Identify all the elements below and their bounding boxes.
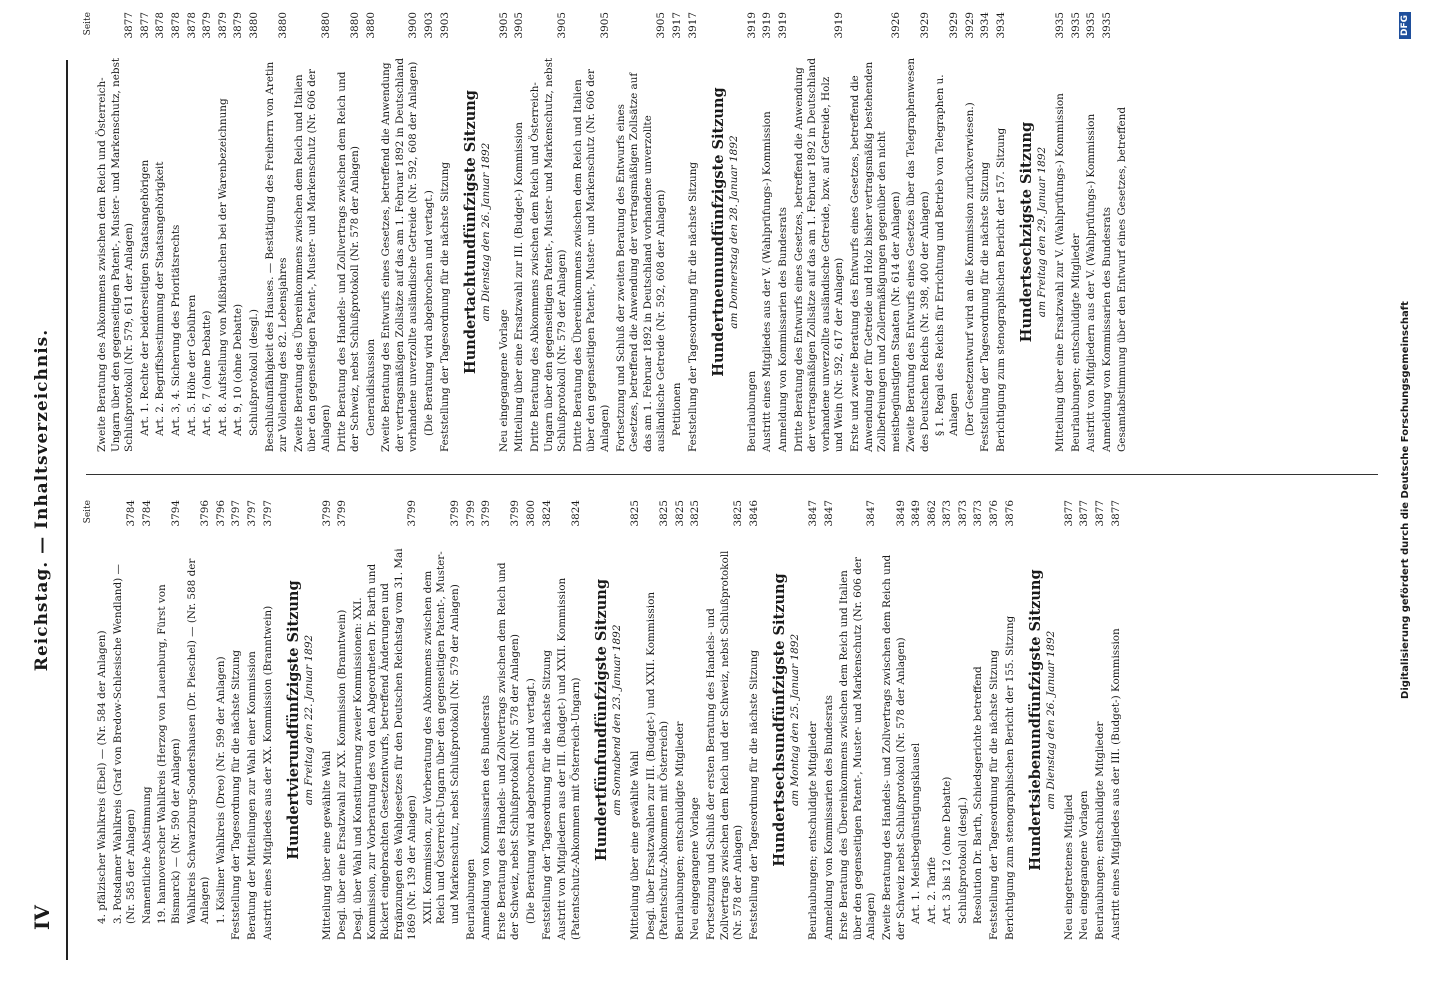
entry-page: 3934 [979,12,992,39]
sitting-heading [710,12,742,452]
entry-text: Art. 1. Rechte der beiderseitigen Staatsangehörigen [138,159,151,436]
entry-text: Feststellung der Tagesordnung für die nächste Sitzung [540,649,553,940]
entry-text: Petitionen [670,382,683,436]
entry-page: 3919 [745,12,758,39]
toc-entry [674,500,688,940]
entry-page: 3799 [480,500,493,527]
toc-entry [112,500,139,940]
entry-text: Art. 2. Tarife [925,856,938,924]
toc-entry [838,500,879,940]
toc-entry [293,12,334,452]
toc-entry [352,500,420,940]
toc-entry [215,500,229,940]
entry-text: Zweite Beratung des Entwurfs eines Gesetzes über das Telegraphenwesen des Deutschen Reichs (Nr. 398, 400 der Anlagen) [905,57,931,452]
entry-text: Austritt eines Mitgliedes aus der III. (Budget-) Kommission [1109,628,1122,940]
entry-text: Zweite Beratung des Handels- und Zollvertrags zwischen dem Reich und der Schweiz nebst Schlußprotokoll (Nr. 578 der Anlagen) [880,554,907,940]
toc-entry [230,500,244,940]
entry-page: 3877 [1109,500,1122,527]
toc-entry [556,500,583,940]
entry-text: Art. 3 bis 12 (ohne Debatte) [941,776,954,924]
entry-page: 3796 [199,500,212,527]
sitting-date: am Freitag den 22. Januar 1892 [303,634,316,806]
entry-page: 3799 [320,500,333,527]
entry-text: Desgl. über Ersatzwahlen zur III. (Budget-) und XXII. Kommission (Patentschutz-Abkommen mit Österreich) [644,591,671,940]
left-entries [96,500,1123,940]
entry-text: Beurlaubungen; entschuldigte Mitglieder [673,721,686,940]
entry-page: 3919 [761,12,774,39]
digitization-credit: Digitalisierung gefördert durch die Deutsche Forschungsgemeinschaft [1400,301,1411,699]
entry-page: 3825 [673,500,686,527]
right-entries [96,12,1130,452]
entry-text: Art. 5. Höhe der Gebühren [185,294,198,436]
toc-entry [881,500,908,940]
entry-page: 3919 [833,12,846,39]
sitting-date: am Montag den 25. Januar 1892 [789,633,802,807]
toc-entry [513,12,527,452]
entry-text: 19. hannoverscher Wahlkreis (Herzog von Lauenburg, Fürst von Bismarck) — (Nr. 590 der Anlagen) [156,584,182,924]
entry-page: 3825 [629,500,641,527]
entry-page: 3905 [497,12,510,39]
entry-page: 3824 [540,500,553,527]
sitting-title: Hundertsechzigste Sitzung [1018,121,1036,343]
header-rule [66,60,68,960]
entry-page: 3825 [658,500,671,527]
entry-text: Anmeldung von Kommissarien des Bundesrats [480,695,493,940]
seite-label: Seite [83,12,93,36]
toc-entry [422,500,463,940]
toc-entry [96,500,110,940]
entry-text: Zweite Beratung des Abkommens zwischen dem Reich und Österreich-Ungarn über den gegenseitigen Patent-, Muster- und Markenschutz, nebst Schlußprotokoll (Nr. 579, 611 der Anlagen) [96,57,136,452]
entry-text: Fortsetzung und Schluß der zweiten Beratung des Entwurfs eines Gesetzes, betreffend die Anwendung der vertragsmäßigen Zollsätze auf das am 1. Februar 1892 in Deutschland vorhandene unverzollte ausländische Getreide (Nr. 592, 608 der Anlagen) [614,72,668,452]
toc-entry [793,12,847,452]
entry-text: § 1. Regal des Reichs für Errichtung und Betrieb von Telegraphen u. Anlagen [934,74,961,436]
toc-entry [1054,12,1068,452]
toc-entry [96,12,137,452]
entry-text: Berichtigung zum stenographischen Bericht der 157. Sitzung [994,127,1007,452]
sitting-heading [593,500,625,940]
toc-entry [645,500,672,940]
toc-entry [761,12,775,452]
entry-page: 3917 [670,12,683,39]
entry-page: 3877 [1062,500,1075,527]
entry-text: Wahlkreis Schwarzburg-Sondershausen (Dr. Pieschel) — (Nr. 588 der Anlagen) [185,558,212,924]
entry-text: Art. 2. Begriffsbestimmung der Staatsangehörigkeit [154,161,167,436]
toc-entry [336,500,350,940]
entry-text: Neu eingegangene Vorlage [497,309,510,452]
entry-text: Mitteilung über eine Ersatzwahl zur V. (Wahlprüfungs-) Kommission [1054,93,1067,452]
toc-entry [262,500,276,940]
entry-page: 3797 [261,500,274,527]
running-head: Reichstag. — Inhaltsverzeichnis. [32,328,52,672]
toc-entry [979,12,993,452]
toc-entry [529,12,570,452]
toc-entry [964,12,978,452]
entry-text: Beurlaubungen [745,370,758,452]
entry-page: 3847 [822,500,835,527]
toc-entry [957,500,971,940]
sitting-title: Hundertvierundfünfzigste Sitzung [285,580,303,860]
toc-entry [380,12,421,452]
entry-page: 3880 [319,12,332,39]
entry-text: Gesamtabstimmung über den Entwurf eines Gesetzes, betreffend [1116,106,1129,452]
toc-entry [232,12,246,452]
entry-page: 3879 [232,12,245,39]
entry-text: Austritt eines Mitgliedes aus der V. (Wahlprüfungs-) Kommission [761,111,774,452]
entry-page: 3784 [125,500,138,527]
toc-entry [1070,12,1084,452]
toc-entry [480,500,494,940]
entry-page: 3878 [154,12,167,39]
entry-text: 3. Potsdamer Wahlkreis (Graf von Bredow-Schlesische Wendland) — (Nr. 585 der Anlagen) [111,564,138,924]
entry-page: 3797 [245,500,258,527]
sitting-heading [1018,12,1050,452]
toc-entry [941,500,955,940]
entry-page: 3796 [214,500,227,527]
entry-page: 3799 [336,500,349,527]
toc-entry [705,500,746,940]
entry-text: Beurlaubungen; entschuldigte Mitglieder [1069,233,1082,452]
entry-page: 3917 [686,12,699,39]
toc-entry [141,500,155,940]
entry-page: 3903 [438,12,451,39]
entry-page: 3849 [894,500,907,527]
sitting-date: am Donnerstag den 28. Januar 1892 [728,135,741,329]
toc-entry [905,12,932,452]
entry-page: 3873 [972,500,985,527]
toc-entry [689,500,703,940]
sitting-heading [771,500,803,940]
toc-entry [496,500,523,940]
entry-text: Dritte Beratung des Abkommens zwischen dem Reich und Österreich-Ungarn über den gegenseitigen Patent-, Muster- und Markenschutz, nebst Schlußprotokoll (Nr. 579 der Anlagen) [529,57,569,452]
toc-entry [1110,500,1124,940]
entry-page: 3879 [216,12,229,39]
entry-text: (Die Beratung wird abgebrochen und vertagt.) [525,678,538,924]
entry-page: 3900 [407,12,420,39]
toc-entry [321,500,335,940]
entry-text: Fortsetzung und Schluß der ersten Beratung des Handels- und Zollvertrags zwischen dem Reich und der Schweiz, nebst Schlußprotokoll (Nr. 578 der Anlagen) [704,550,745,940]
toc-entry [1004,500,1018,940]
sitting-heading [462,12,494,452]
entry-page: 3797 [230,500,243,527]
toc-entry [264,12,291,452]
entry-page: 3905 [599,12,611,39]
right-column [82,12,1132,452]
entry-text: Feststellung der Tagesordnung für die nächste Sitzung [686,161,699,452]
entry-text: (Der Gesetzentwurf wird an die Kommission zurückverwiesen.) [963,102,976,436]
entry-page: 3929 [918,12,931,39]
entry-page: 3935 [1100,12,1113,39]
toc-entry [248,12,262,452]
entry-text: Generaldiskussion [364,338,377,436]
toc-entry [217,12,231,452]
entry-text: Austritt von Mitgliedern aus der III. (Budget-) und XXII. Kommission (Patentschutz-Abkommen mit Österreich-Ungarn) [556,577,582,940]
entry-text: Dritte Beratung des Übereinkommens zwischen dem Reich und Italien über den gegenseitigen Patent-, Muster- und Markenschutz (Nr. 606 der Anlagen) [571,69,611,452]
entry-text: Zweite Beratung des Entwurfs eines Gesetzes, betreffend die Anwendung der vertragsmäßigen Zollsätze auf das am 1. Februar 1892 in Deutschland vorhandene unverzollte ausländische Getreide (Nr. 592, 608 der Anlagen) [380,57,420,452]
entry-page: 3905 [513,12,526,39]
toc-entry [423,12,437,452]
entry-text: Anmeldung von Kommissarien des Bundesrats [822,695,835,940]
entry-page: 3929 [963,12,976,39]
entry-text: Art. 8. Aufstellung von Mißbräuchen bei der Warenbezeichnung [216,98,229,436]
entry-text: Desgl. über Wahl und Konstituierung zweier Kommissionen: XXI. Kommission, zur Vorberatung des von den Abgeordneten Dr. Barth und Rickert eingebrachten Gesetzentwurfs, betreffend Änderungen und Ergänzungen des Wahlgesetzes für den Deutschen Reichstag vom 31. Mai 1869 (Nr. 139 der Anlagen) [351,548,419,940]
entry-page: 3800 [525,500,538,527]
toc-entry [246,500,260,940]
entry-text: Beurlaubungen; entschuldigte Mitglieder [1094,721,1107,940]
entry-text: Feststellung der Tagesordnung für die nächste Sitzung [988,649,1001,940]
toc-entry [201,12,215,452]
sitting-date: am Dienstag den 26. Januar 1892 [1045,630,1058,810]
toc-entry [615,12,669,452]
toc-entry [1116,12,1130,452]
entry-text: Feststellung der Tagesordnung für die nächste Sitzung [438,161,451,452]
entry-text: Schlußprotokoll (desgl.) [956,797,969,924]
toc-entry [629,500,643,940]
sitting-title: Hundertfünfundfünfzigste Sitzung [593,579,611,861]
entry-page: 3873 [956,500,969,527]
toc-entry [365,12,379,452]
toc-entry [154,12,168,452]
entry-page: 3877 [123,12,136,39]
entry-text: Anmeldung von Kommissarien des Bundesrats [776,207,789,452]
entry-page: 3847 [806,500,819,527]
entry-page: 3799 [509,500,522,527]
entry-text: Beurlaubungen [464,858,477,940]
toc-entry [525,500,539,940]
entry-text: Neu eingegangene Vorlage [689,797,702,940]
entry-text: Dritte Beratung des Handels- und Zollvertrags zwischen dem Reich und der Schweiz, nebst Schlußprotokoll (Nr. 578 der Anlagen) [335,71,362,452]
toc-entry [1101,12,1115,452]
entry-text: XXII. Kommission, zur Vorberatung des Abkommens zwischen dem Reich und Österreich-Ungarn über den gegenseitigen Patent-, Muster- und Markenschutz, nebst Schlußprotokoll (Nr. 579 der Anlagen) [421,551,462,924]
entry-page: 3879 [201,12,214,39]
toc-entry [910,500,924,940]
toc-entry [988,500,1002,940]
entry-text: Dritte Beratung des Entwurfs eines Gesetzes, betreffend die Anwendung der vertragsmäßigen Zollsätze auf das am 1. Februar 1892 in Deutschland vorhandene unverzollte ausländische Getreide, bzw. auf Getreide, Holz und Wein (Nr. 592, 617 der Anlagen) [792,57,846,452]
entry-page: 3935 [1069,12,1082,39]
entry-page: 3873 [941,500,954,527]
sitting-title: Hundertsiebenundfünfzigste Sitzung [1027,569,1045,871]
entry-text: Austritt von Mitgliedern aus der V. (Wahlprüfungs-) Kommission [1085,113,1098,452]
toc-entry [186,12,200,452]
toc-entry [972,500,986,940]
entry-text: Anmeldung von Kommissarien des Bundesrats [1100,207,1113,452]
entry-page: 3849 [910,500,923,527]
entry-page: 3876 [1003,500,1016,527]
entry-text: Schlußprotokoll (desgl.) [247,309,260,436]
toc-entry [439,12,453,452]
entry-text: Mitteilung über eine gewählte Wahl [629,750,641,940]
toc-entry [186,500,213,940]
entry-text: Austritt eines Mitgliedes aus der XX. Kommission (Branntwein) [261,605,274,940]
entry-text: Art. 9, 10 (ohne Debatte) [232,303,245,436]
toc-entry [995,12,1009,452]
toc-entry [687,12,701,452]
entry-text: Erste Beratung des Handels- und Zollvertrags zwischen dem Reich und der Schweiz, nebst Schlußprotokoll (Nr. 578 der Anlagen) [495,562,522,940]
sitting-title: Hundertneunundfünfzigste Sitzung [710,87,728,377]
toc-entry [170,12,184,452]
toc-entry [1085,12,1099,452]
column-divider [86,474,1378,475]
entry-text: Art. 1. Meistbegünstigungsklausel [910,742,923,924]
entry-page: 3794 [169,500,182,527]
sitting-heading [1027,500,1059,940]
entry-page: 3935 [1054,12,1067,39]
entry-page: 3905 [556,12,569,39]
toc-entry [934,12,961,452]
toc-entry [336,12,363,452]
entry-page: 3876 [988,500,1001,527]
entry-page: 3877 [1078,500,1091,527]
entry-text: Feststellung der Tagesordnung für die nächste Sitzung [747,649,760,940]
entry-page: 3880 [364,12,377,39]
toc-entry [823,500,837,940]
entry-text: Beschlußunfähigkeit des Hauses. — Bestätigung des Freiherrn von Aretin zur Vollendung des 82. Lebensjahres [263,61,290,452]
dfg-logo: DFG [1399,12,1411,39]
sitting-heading [285,500,317,940]
page-number: IV [30,905,54,930]
toc-entry [746,12,760,452]
toc-entry [139,12,153,452]
entry-page: 3934 [994,12,1007,39]
page-header [20,50,60,950]
entry-text: 4. pfälzischer Wahlkreis (Ebel) — (Nr. 584 der Anlagen) [96,630,108,924]
entry-text: Beurlaubungen; entschuldigte Mitglieder [806,721,819,940]
entry-text: Resolution Dr. Barth, Schiedsgerichte betreffend [972,666,985,924]
entry-text: Namentliche Abstimmung [140,786,153,924]
entry-page: 3880 [247,12,260,39]
entry-page: 3905 [655,12,668,39]
entry-page: 3878 [185,12,198,39]
toc-entry [572,12,613,452]
entry-page: 3926 [889,12,902,39]
entry-text: Beratung der Mitteilungen zur Wahl einer Kommission [245,651,258,940]
entry-text: Feststellung der Tagesordnung für die nächste Sitzung [230,649,243,940]
sitting-title: Hundertsechsundfünfzigste Sitzung [771,573,789,867]
entry-text: Erste und zweite Beratung des Entwurfs eines Gesetzes, betreffend die Anwendung der für Getreide und Holz bisher vertragsmäßig bestehenden Zollbefreiungen und Zollermäßigungen gegenüber den nicht meistbegünstigten Staaten (Nr. 614 der Anlagen) [848,61,902,452]
entry-page: 3880 [349,12,362,39]
entry-page: 3825 [689,500,702,527]
entry-page: 3799 [449,500,462,527]
entry-page: 3784 [140,500,153,527]
entry-text: Zweite Beratung des Übereinkommens zwischen dem Reich und Italien über den gegenseitigen Patent-, Muster- und Markenschutz (Nr. 606 der Anlagen) [292,69,332,452]
sitting-date: am Dienstag den 26. Januar 1892 [480,142,493,322]
entry-page: 3862 [925,500,938,527]
toc-entry [748,500,762,940]
entry-page: 3878 [169,12,182,39]
toc-entry [541,500,555,940]
entry-text: Desgl. über eine Ersatzwahl zur XX. Kommission (Branntwein) [336,609,349,940]
sitting-date: am Sonnabend den 23. Januar 1892 [611,624,624,816]
entry-text: Art. 3, 4. Sicherung des Prioritätsrechts [169,224,182,436]
entry-page: 3799 [464,500,477,527]
entry-text: Mitteilung über eine Ersatzwahl zur III. (Budget-) Kommission [513,122,526,452]
entry-text: Feststellung der Tagesordnung für die nächste Sitzung [979,161,992,452]
left-column [82,500,1125,940]
entry-page: 3847 [865,500,878,527]
entry-text: Berichtigung zum stenographischen Bericht der 155. Sitzung [1003,615,1016,940]
entry-page: 3824 [569,500,582,527]
entry-text: Erste Beratung des Übereinkommens zwischen dem Reich und Italien über den gegenseitigen Patent-, Muster- und Markenschutz (Nr. 606 der Anlagen) [838,557,878,940]
toc-entry [1094,500,1108,940]
sitting-date: am Freitag den 29. Januar 1892 [1036,146,1049,318]
toc-entry [465,500,479,940]
entry-page: 3799 [406,500,419,527]
entry-text: Neu eingegangene Vorlagen [1078,790,1091,940]
entry-text: 1. Kösliner Wahlkreis (Dreo) (Nr. 599 der Anlagen) [214,656,227,924]
seite-label: Seite [83,500,93,524]
entry-page: 3929 [948,12,961,39]
toc-entry [156,500,183,940]
entry-text: Art. 6, 7 (ohne Debatte) [201,310,214,436]
toc-entry [777,12,791,452]
toc-entry [1078,500,1092,940]
toc-entry [807,500,821,940]
toc-entry [671,12,685,452]
entry-page: 3935 [1085,12,1098,39]
entry-page: 3877 [138,12,151,39]
toc-entry [849,12,903,452]
toc-entry [1063,500,1077,940]
toc-entry [926,500,940,940]
entry-text: Mitteilung über eine gewählte Wahl [320,750,333,940]
entry-page: 3903 [423,12,436,39]
entry-page: 3825 [732,500,745,527]
entry-text: (Die Beratung wird abgebrochen und vertagt.) [423,190,436,436]
sitting-title: Hundertachtundfünfzigste Sitzung [462,90,480,374]
entry-page: 3919 [776,12,789,39]
entry-text: Neu eingetretenes Mitglied [1062,794,1075,940]
entry-page: 3877 [1094,500,1107,527]
entry-page: 3880 [277,12,290,39]
toc-entry [498,12,512,452]
entry-page: 3846 [747,500,760,527]
